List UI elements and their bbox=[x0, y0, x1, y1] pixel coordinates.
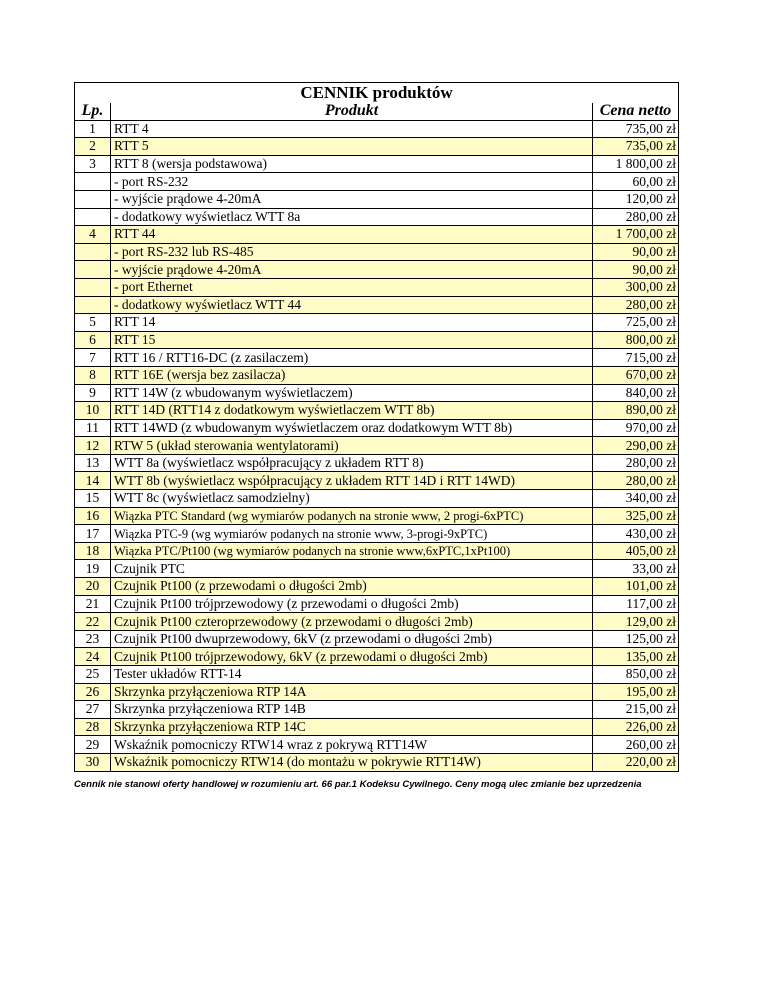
row-number: 18 bbox=[75, 542, 111, 560]
table-row bbox=[75, 419, 679, 437]
row-price: 340,00 zł bbox=[593, 490, 679, 508]
row-product: - port Ethernet bbox=[111, 278, 593, 296]
row-price: 405,00 zł bbox=[593, 542, 679, 560]
row-product: - dodatkowy wyświetlacz WTT 44 bbox=[111, 296, 593, 314]
row-price: 120,00 zł bbox=[593, 190, 679, 208]
table-row bbox=[75, 349, 679, 367]
row-number: 8 bbox=[75, 366, 111, 384]
row-number bbox=[75, 243, 111, 261]
row-price: 117,00 zł bbox=[593, 595, 679, 613]
table-row bbox=[75, 507, 679, 525]
row-price: 715,00 zł bbox=[593, 349, 679, 367]
row-product: RTW 5 (układ sterowania wentylatorami) bbox=[111, 437, 593, 455]
row-price: 280,00 zł bbox=[593, 454, 679, 472]
price-list-table bbox=[74, 82, 679, 772]
row-price: 215,00 zł bbox=[593, 701, 679, 719]
table-row bbox=[75, 578, 679, 596]
row-product: RTT 8 (wersja podstawowa) bbox=[111, 155, 593, 173]
row-number: 26 bbox=[75, 683, 111, 701]
row-product: RTT 44 bbox=[111, 226, 593, 244]
row-number: 30 bbox=[75, 753, 111, 771]
row-product: WTT 8a (wyświetlacz współpracujący z układem RTT 8) bbox=[111, 454, 593, 472]
row-price: 1 800,00 zł bbox=[593, 155, 679, 173]
row-price: 670,00 zł bbox=[593, 366, 679, 384]
row-product: RTT 16E (wersja bez zasilacza) bbox=[111, 366, 593, 384]
row-product: WTT 8b (wyświetlacz współpracujący z układem RTT 14D i RTT 14WD) bbox=[111, 472, 593, 490]
row-product: Skrzynka przyłączeniowa RTP 14A bbox=[111, 683, 593, 701]
row-number: 22 bbox=[75, 613, 111, 631]
row-number: 4 bbox=[75, 226, 111, 244]
row-product: Wskaźnik pomocniczy RTW14 (do montażu w pokrywie RTT14W) bbox=[111, 753, 593, 771]
row-price: 129,00 zł bbox=[593, 613, 679, 631]
row-product: Czujnik Pt100 trójprzewodowy (z przewodami o długości 2mb) bbox=[111, 595, 593, 613]
table-row bbox=[75, 666, 679, 684]
row-product: - wyjście prądowe 4-20mA bbox=[111, 190, 593, 208]
table-row bbox=[75, 472, 679, 490]
row-number: 7 bbox=[75, 349, 111, 367]
table-row bbox=[75, 683, 679, 701]
row-number: 1 bbox=[75, 120, 111, 138]
row-price: 60,00 zł bbox=[593, 173, 679, 191]
row-price: 226,00 zł bbox=[593, 718, 679, 736]
row-price: 325,00 zł bbox=[593, 507, 679, 525]
table-row bbox=[75, 701, 679, 719]
row-number: 14 bbox=[75, 472, 111, 490]
row-product: RTT 16 / RTT16-DC (z zasilaczem) bbox=[111, 349, 593, 367]
row-price: 1 700,00 zł bbox=[593, 226, 679, 244]
row-product: RTT 14 bbox=[111, 314, 593, 332]
row-price: 280,00 zł bbox=[593, 208, 679, 226]
table-row bbox=[75, 736, 679, 754]
title-row bbox=[75, 83, 679, 104]
table-row bbox=[75, 560, 679, 578]
table-row bbox=[75, 226, 679, 244]
row-number bbox=[75, 278, 111, 296]
table-row bbox=[75, 454, 679, 472]
row-product: WTT 8c (wyświetlacz samodzielny) bbox=[111, 490, 593, 508]
row-number bbox=[75, 173, 111, 191]
row-product: Wskaźnik pomocniczy RTW14 wraz z pokrywą RTT14W bbox=[111, 736, 593, 754]
row-price: 90,00 zł bbox=[593, 261, 679, 279]
row-price: 33,00 zł bbox=[593, 560, 679, 578]
row-product: Czujnik Pt100 (z przewodami o długości 2mb) bbox=[111, 578, 593, 596]
row-product: Skrzynka przyłączeniowa RTP 14C bbox=[111, 718, 593, 736]
row-price: 195,00 zł bbox=[593, 683, 679, 701]
table-row bbox=[75, 173, 679, 191]
row-price: 280,00 zł bbox=[593, 472, 679, 490]
table-row bbox=[75, 155, 679, 173]
disclaimer-footer: Cennik nie stanowi oferty handlowej w rozumieniu art. 66 par.1 Kodeksu Cywilnego. Ceny mogą ulec zmianie bez uprzedzenia bbox=[74, 779, 642, 790]
header-product: Produkt bbox=[111, 103, 593, 120]
table-title: CENNIK produktów bbox=[75, 83, 679, 104]
row-product: RTT 15 bbox=[111, 331, 593, 349]
table-row bbox=[75, 314, 679, 332]
row-price: 220,00 zł bbox=[593, 753, 679, 771]
row-number: 9 bbox=[75, 384, 111, 402]
row-product: Czujnik Pt100 trójprzewodowy, 6kV (z przewodami o długości 2mb) bbox=[111, 648, 593, 666]
table-body bbox=[75, 120, 679, 771]
row-product: RTT 14D (RTT14 z dodatkowym wyświetlaczem WTT 8b) bbox=[111, 402, 593, 420]
table-row bbox=[75, 437, 679, 455]
row-price: 735,00 zł bbox=[593, 120, 679, 138]
row-price: 101,00 zł bbox=[593, 578, 679, 596]
table-row bbox=[75, 366, 679, 384]
table-row bbox=[75, 190, 679, 208]
row-product: Czujnik PTC bbox=[111, 560, 593, 578]
row-product: - port RS-232 lub RS-485 bbox=[111, 243, 593, 261]
row-price: 725,00 zł bbox=[593, 314, 679, 332]
table-row bbox=[75, 630, 679, 648]
table-row bbox=[75, 595, 679, 613]
row-number: 29 bbox=[75, 736, 111, 754]
row-product: RTT 14W (z wbudowanym wyświetlaczem) bbox=[111, 384, 593, 402]
table-row bbox=[75, 542, 679, 560]
table-row bbox=[75, 261, 679, 279]
table-row bbox=[75, 753, 679, 771]
table-row bbox=[75, 384, 679, 402]
row-number: 5 bbox=[75, 314, 111, 332]
row-product: Wiązka PTC/Pt100 (wg wymiarów podanych na stronie www,6xPTC,1xPt100) bbox=[111, 542, 593, 560]
row-product: - dodatkowy wyświetlacz WTT 8a bbox=[111, 208, 593, 226]
row-number: 24 bbox=[75, 648, 111, 666]
row-price: 890,00 zł bbox=[593, 402, 679, 420]
row-number: 21 bbox=[75, 595, 111, 613]
row-number: 23 bbox=[75, 630, 111, 648]
row-product: - wyjście prądowe 4-20mA bbox=[111, 261, 593, 279]
row-price: 290,00 zł bbox=[593, 437, 679, 455]
row-price: 280,00 zł bbox=[593, 296, 679, 314]
row-product: RTT 5 bbox=[111, 138, 593, 156]
row-price: 260,00 zł bbox=[593, 736, 679, 754]
row-number: 10 bbox=[75, 402, 111, 420]
row-number: 12 bbox=[75, 437, 111, 455]
row-product: Skrzynka przyłączeniowa RTP 14B bbox=[111, 701, 593, 719]
row-product: Tester układów RTT-14 bbox=[111, 666, 593, 684]
table-row bbox=[75, 490, 679, 508]
row-price: 840,00 zł bbox=[593, 384, 679, 402]
row-number bbox=[75, 208, 111, 226]
row-product: Czujnik Pt100 dwuprzewodowy, 6kV (z przewodami o długości 2mb) bbox=[111, 630, 593, 648]
row-product: RTT 4 bbox=[111, 120, 593, 138]
row-number: 13 bbox=[75, 454, 111, 472]
row-number: 2 bbox=[75, 138, 111, 156]
row-price: 90,00 zł bbox=[593, 243, 679, 261]
table-row bbox=[75, 208, 679, 226]
row-price: 800,00 zł bbox=[593, 331, 679, 349]
row-price: 300,00 zł bbox=[593, 278, 679, 296]
table-row bbox=[75, 296, 679, 314]
table-row bbox=[75, 525, 679, 543]
header-lp: Lp. bbox=[75, 103, 111, 120]
row-product: Czujnik Pt100 czteroprzewodowy (z przewodami o długości 2mb) bbox=[111, 613, 593, 631]
table-row bbox=[75, 402, 679, 420]
row-number: 16 bbox=[75, 507, 111, 525]
row-product: RTT 14WD (z wbudowanym wyświetlaczem oraz dodatkowym WTT 8b) bbox=[111, 419, 593, 437]
row-number: 6 bbox=[75, 331, 111, 349]
row-number: 25 bbox=[75, 666, 111, 684]
row-price: 135,00 zł bbox=[593, 648, 679, 666]
row-product: Wiązka PTC Standard (wg wymiarów podanych na stronie www, 2 progi-6xPTC) bbox=[111, 507, 593, 525]
row-number bbox=[75, 296, 111, 314]
row-price: 125,00 zł bbox=[593, 630, 679, 648]
table-row bbox=[75, 120, 679, 138]
row-product: Wiązka PTC-9 (wg wymiarów podanych na stronie www, 3-progi-9xPTC) bbox=[111, 525, 593, 543]
table-row bbox=[75, 331, 679, 349]
row-number bbox=[75, 261, 111, 279]
row-number: 3 bbox=[75, 155, 111, 173]
row-number: 27 bbox=[75, 701, 111, 719]
row-price: 735,00 zł bbox=[593, 138, 679, 156]
row-price: 430,00 zł bbox=[593, 525, 679, 543]
row-number: 17 bbox=[75, 525, 111, 543]
row-number: 11 bbox=[75, 419, 111, 437]
table-row bbox=[75, 648, 679, 666]
row-price: 850,00 zł bbox=[593, 666, 679, 684]
row-number: 28 bbox=[75, 718, 111, 736]
header-row bbox=[75, 103, 679, 120]
row-price: 970,00 zł bbox=[593, 419, 679, 437]
row-number: 19 bbox=[75, 560, 111, 578]
table-row bbox=[75, 718, 679, 736]
row-number: 15 bbox=[75, 490, 111, 508]
row-number bbox=[75, 190, 111, 208]
table-row bbox=[75, 613, 679, 631]
table-row bbox=[75, 138, 679, 156]
table-row bbox=[75, 243, 679, 261]
row-product: - port RS-232 bbox=[111, 173, 593, 191]
table-row bbox=[75, 278, 679, 296]
header-price: Cena netto bbox=[593, 103, 679, 120]
row-number: 20 bbox=[75, 578, 111, 596]
